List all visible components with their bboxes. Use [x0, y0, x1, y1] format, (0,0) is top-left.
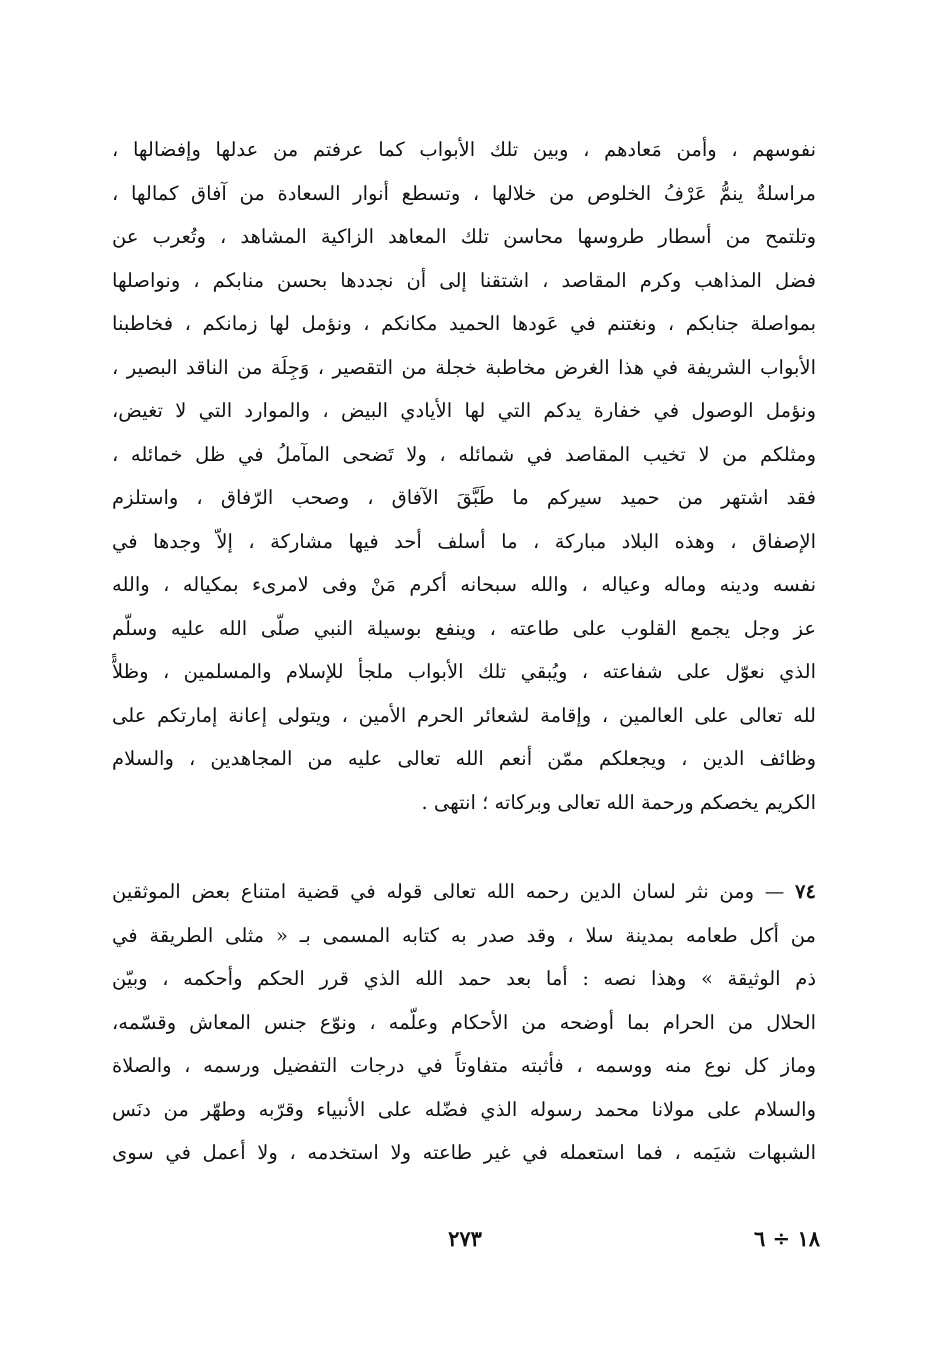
- page-number: ٢٧٣: [448, 1226, 482, 1251]
- text-line: الأبواب الشريفة في هذا الغرض مخاطبة خجلة من التقصير ، وَجِلَة من الناقد البصير ،: [112, 355, 816, 379]
- text-line: الذي نعوّل على شفاعته ، ويُبقي تلك الأبواب ملجأ للإسلام والمسلمين ، وظلاًّ: [112, 660, 816, 683]
- text-line: والسلام على مولانا محمد رسوله الذي فضّله على الأنبياء وقرّبه وطهّر من دنَس: [112, 1097, 816, 1121]
- text-line: — ومن نثر لسان الدين رحمه الله تعالى قوله في قضية امتناع بعض الموثقين: [112, 880, 785, 903]
- text-line: من أكل طعامه بمدينة سلا ، وقد صدر به كتابه المسمى بـ « مثلى الطريقة في: [112, 923, 816, 947]
- paragraph-first-line: [112, 870, 816, 914]
- text-line: ونؤمل الوصول في خفارة يدكم التي لها الأيادي البيض ، والموارد التي لا تغيض،: [112, 399, 816, 422]
- text-line: مراسلةٌ ينمُّ عَرْفُ الخلوص من خلالها ، وتسطع أنوار السعادة من آفاق كمالها ،: [112, 181, 816, 205]
- text-line: الإصفاق ، وهذه البلاد مباركة ، ما أسلف أحد فيها مشاركة ، إلاّ وجدها في: [112, 529, 816, 553]
- text-line: الحلال من الحرام بما أوضحه من الأحكام وعلّمه ، ونوّع جنس المعاش وقسّمه،: [112, 1010, 816, 1034]
- text-line: ذم الوثيقة » وهذا نصه : أما بعد حمد الله الذي قرر الحكم وأحكمه ، وبيّن: [112, 967, 816, 990]
- print-signature: ١٨ ÷ ٦: [753, 1226, 820, 1251]
- text-line: فقد اشتهر من حميد سيركم ما طَبَّقَ الآفاق ، وصحب الرّفاق ، واستلزم: [112, 486, 816, 509]
- text-line: نفسه ودينه وماله وعياله ، والله سبحانه أكرم مَنْ وفى لامرىء بمكياله ، والله: [112, 573, 816, 596]
- text-line: الكريم يخصكم ورحمة الله تعالى وبركاته ؛ انتهى .: [421, 790, 816, 814]
- text-line: الشبهات شيَمه ، فما استعمله في غير طاعته ولا استخدمه ، ولا أعمل في سوى: [112, 1141, 816, 1164]
- text-line: فضل المذاهب وكرم المقاصد ، اشتقنا إلى أن نجددها بحسن منابكم ، ونواصلها: [112, 268, 816, 292]
- paragraph-1: [112, 128, 816, 824]
- text-line: نفوسهم ، وأمن مَعادهم ، وبين تلك الأبواب كما عرفتم من عدلها وإفضالها ،: [112, 138, 816, 161]
- text-line: وماز كل نوع منه ووسمه ، فأثبته متفاوتاً في درجات التفضيل ورسمه ، والصلاة: [112, 1054, 816, 1077]
- paragraph-2: [112, 870, 816, 1175]
- text-line: وتلتمح من أسطار طروسها محاسن تلك المعاهد الزاكية المشاهد ، وتُعرب عن: [112, 225, 816, 248]
- text-line: ومثلكم من لا تخيب المقاصد في شمائله ، ولا تَضحى المآملُ في ظل خمائله ،: [112, 442, 816, 466]
- text-line: بمواصلة جنابكم ، ونغتنم في عَودها الحميد مكانكم ، ونؤمل لها زمانكم ، فخاطبنا: [112, 312, 816, 335]
- text-line: وظائف الدين ، ويجعلكم ممّن أنعم الله تعالى عليه من المجاهدين ، والسلام: [112, 747, 816, 770]
- text-line: عز وجل يجمع القلوب على طاعته ، وينفع بوسيلة النبي صلّى الله عليه وسلّم: [112, 616, 816, 640]
- paragraph-number: ٧٤: [795, 880, 816, 903]
- text-line: لله تعالى على العالمين ، وإقامة لشعائر الحرم الأمين ، ويتولى إعانة إمارتكم على: [112, 703, 816, 727]
